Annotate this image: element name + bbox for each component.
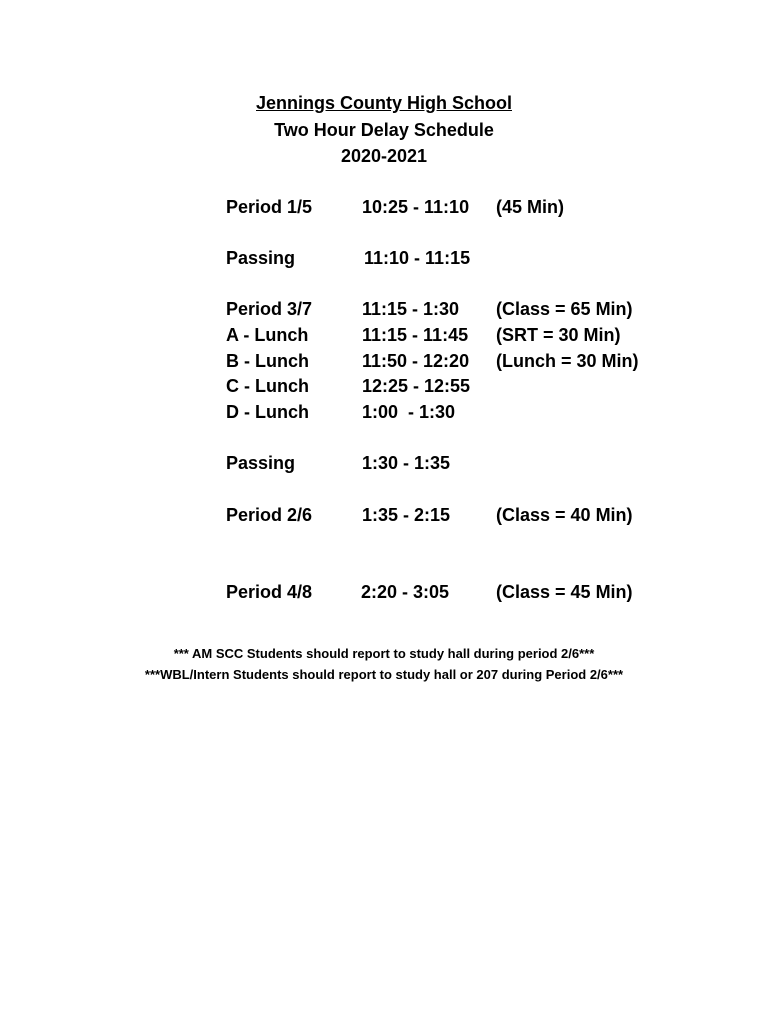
row-note: (Class = 65 Min) [496, 299, 633, 319]
row-label: C - Lunch [226, 376, 309, 396]
row-time: 1:00 - 1:30 [362, 402, 456, 422]
row-label: A - Lunch [226, 325, 309, 345]
row-time: 11:15 - 11:45 [362, 325, 469, 345]
row-time: 1:30 - 1:35 [362, 453, 451, 473]
row-time: 11:50 - 12:20 [362, 351, 470, 371]
schedule-row [0, 349, 768, 373]
row-time: 2:20 - 3:05 [361, 582, 450, 602]
row-label: Period 4/8 [226, 582, 313, 602]
row-time: 1:35 - 2:15 [362, 505, 451, 525]
row-time: 10:25 - 11:10 [362, 197, 470, 217]
row-label: Period 1/5 [226, 197, 313, 217]
row-time: 12:25 - 12:55 [362, 376, 471, 396]
schedule-row [0, 195, 768, 219]
schedule-row [0, 451, 768, 475]
footnote-scc: *** AM SCC Students should report to study hall during period 2/6*** [173, 646, 595, 661]
schedule-row [0, 374, 768, 398]
row-label: Passing [226, 248, 296, 268]
schedule-row [0, 297, 768, 321]
schedule-row [0, 400, 768, 424]
row-label: Period 3/7 [226, 299, 313, 319]
row-label: Passing [226, 453, 296, 473]
row-note: (45 Min) [496, 197, 565, 217]
schedule-row [0, 323, 768, 347]
row-time: 11:10 - 11:15 [364, 248, 471, 268]
schedule-title: Two Hour Delay Schedule [274, 120, 494, 140]
row-note: (Class = 40 Min) [496, 505, 633, 525]
row-label: B - Lunch [226, 351, 309, 371]
row-time: 11:15 - 1:30 [362, 299, 460, 319]
schedule-row [0, 246, 768, 270]
row-label: Period 2/6 [226, 505, 313, 525]
school-title: Jennings County High School [256, 93, 512, 113]
row-note: (SRT = 30 Min) [496, 325, 621, 345]
schedule-row [0, 580, 768, 604]
footnote-wbl: ***WBL/Intern Students should report to study hall or 207 during Period 2/6*** [144, 667, 624, 682]
row-note: (Lunch = 30 Min) [496, 351, 639, 371]
row-label: D - Lunch [226, 402, 309, 422]
schedule-row [0, 503, 768, 527]
school-year: 2020-2021 [340, 146, 428, 166]
row-note: (Class = 45 Min) [496, 582, 633, 602]
